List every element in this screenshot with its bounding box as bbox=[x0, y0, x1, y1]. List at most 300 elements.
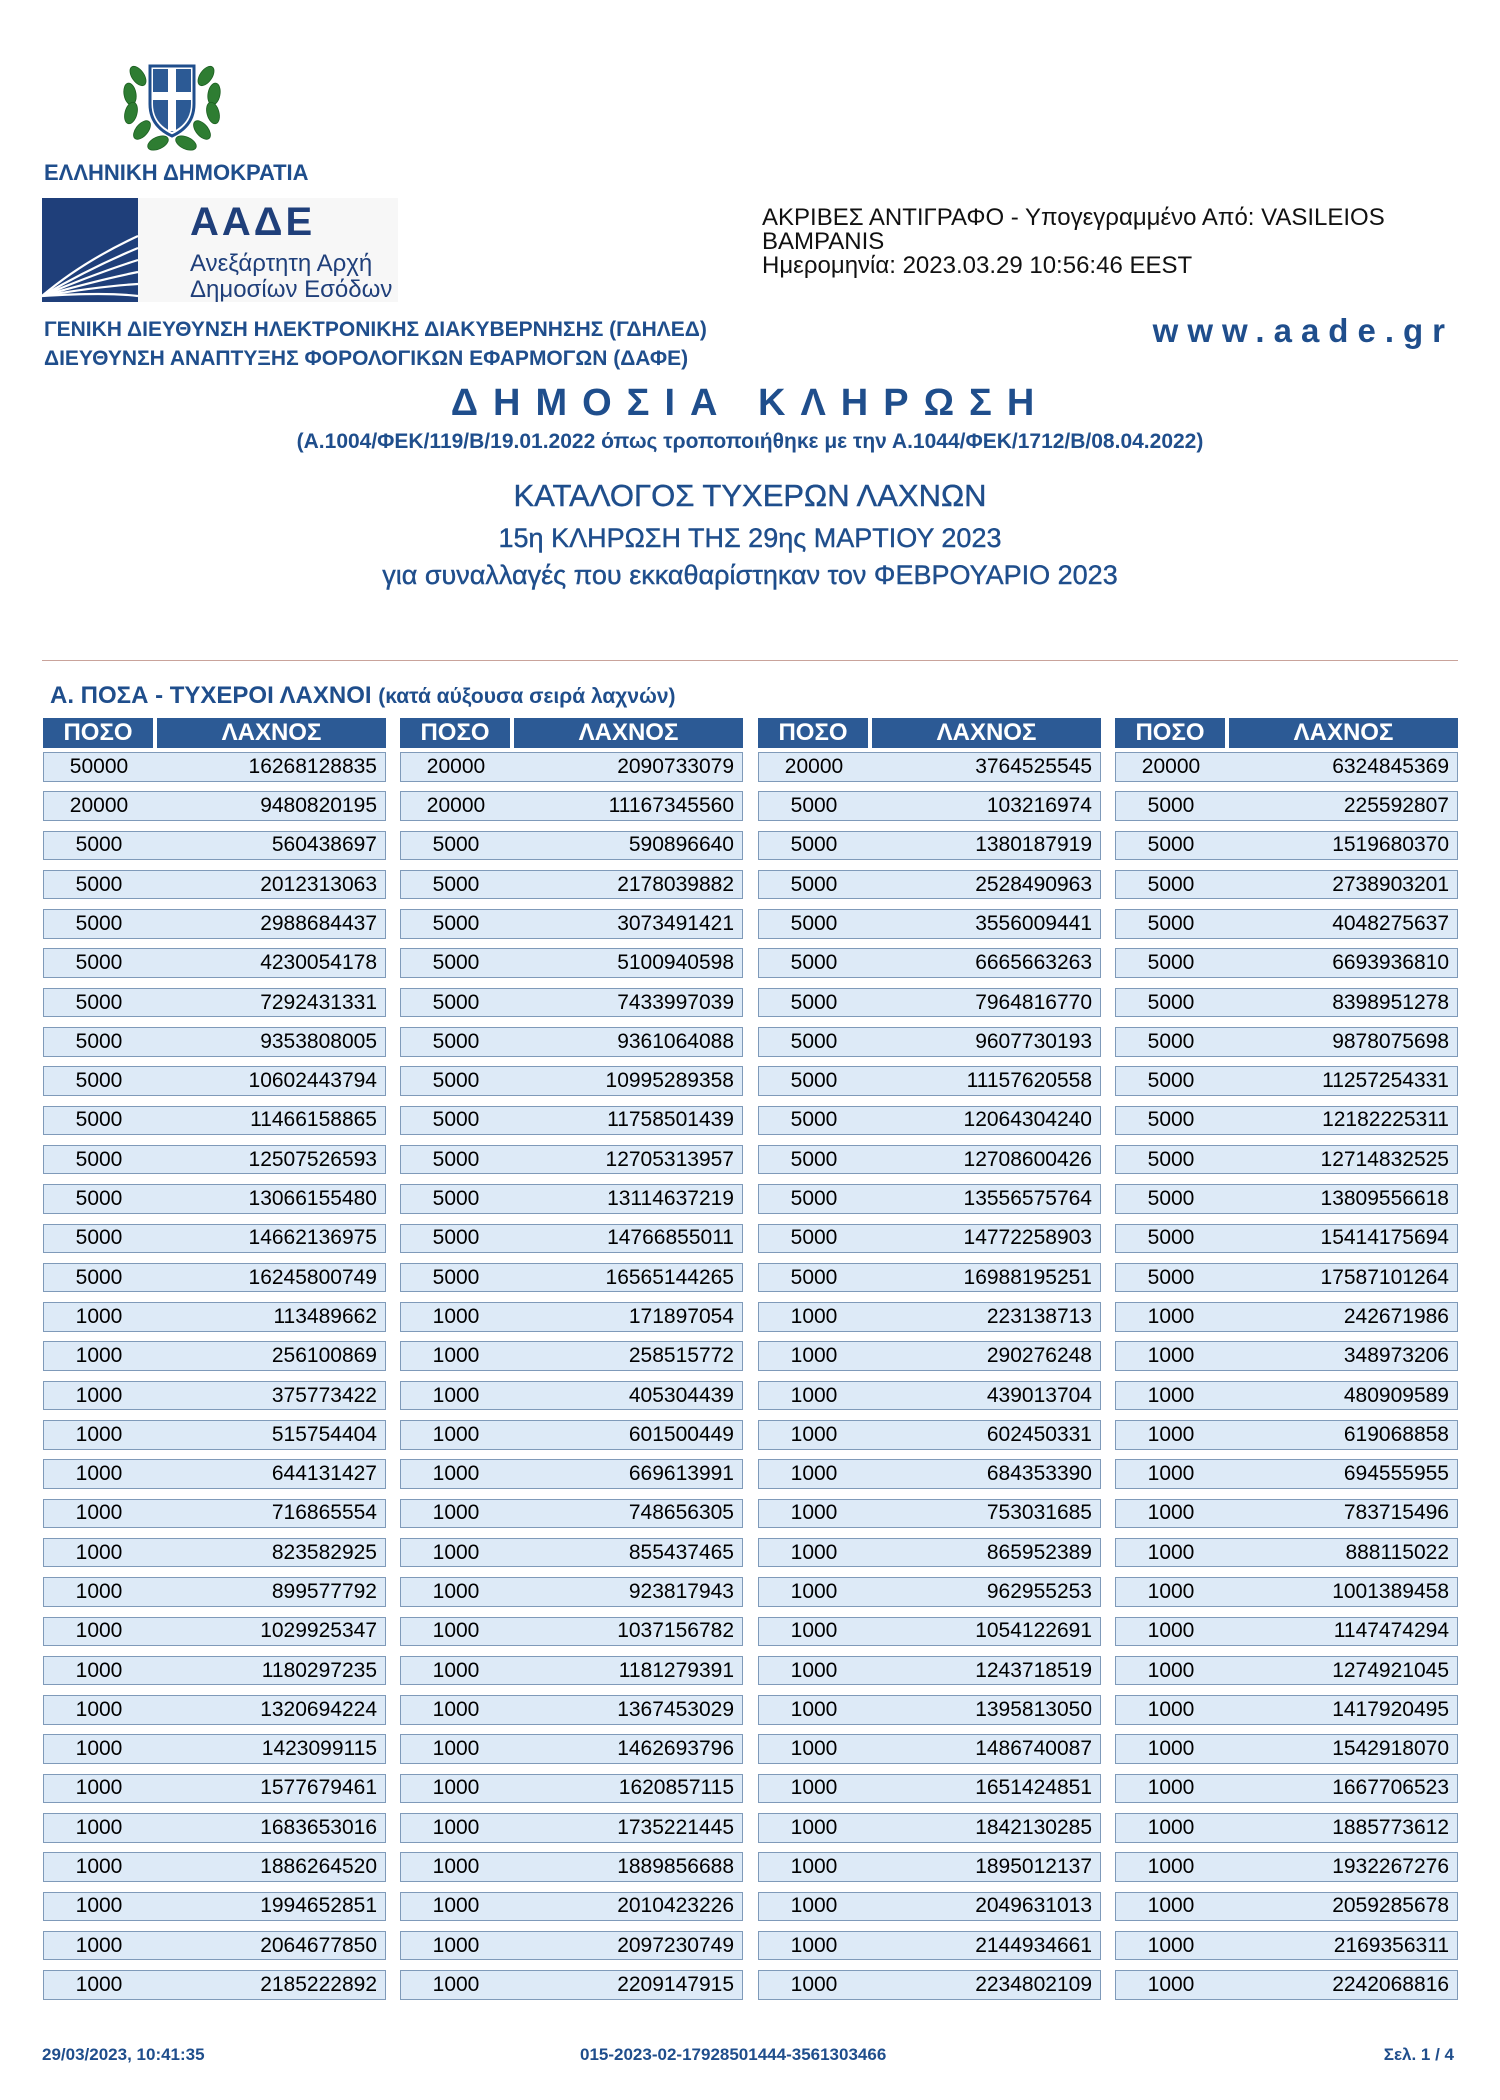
ticket-cell: 1889856688 bbox=[617, 1855, 734, 1879]
table-row bbox=[758, 1538, 1101, 1568]
ticket-cell: 1054122691 bbox=[975, 1619, 1092, 1643]
amount-cell: 5000 bbox=[790, 990, 838, 1014]
ticket-cell: 2097230749 bbox=[617, 1933, 734, 1957]
table-row bbox=[400, 1066, 743, 1096]
table-row bbox=[43, 1617, 386, 1647]
table-row bbox=[1115, 1145, 1458, 1175]
table-row bbox=[758, 1813, 1101, 1843]
amount-cell: 1000 bbox=[790, 1972, 838, 1996]
table-row bbox=[1115, 1263, 1458, 1293]
ticket-cell: 1667706523 bbox=[1332, 1776, 1449, 1800]
table-row bbox=[43, 1459, 386, 1489]
table-row bbox=[1115, 1813, 1458, 1843]
amount-cell: 5000 bbox=[432, 990, 480, 1014]
ticket-cell: 6324845369 bbox=[1332, 754, 1449, 778]
table-row bbox=[400, 1892, 743, 1922]
ticket-cell: 1577679461 bbox=[260, 1776, 377, 1800]
amount-cell: 1000 bbox=[432, 1697, 480, 1721]
ticket-cell: 1243718519 bbox=[975, 1658, 1092, 1682]
amount-cell: 5000 bbox=[432, 911, 480, 935]
section-heading bbox=[50, 682, 676, 710]
amount-cell: 5000 bbox=[75, 833, 123, 857]
ticket-cell: 899577792 bbox=[271, 1579, 377, 1603]
table-row bbox=[43, 870, 386, 900]
amount-cell: 1000 bbox=[1147, 1855, 1195, 1879]
signature-date: Ημερομηνία: 2023.03.29 10:56:46 EEST bbox=[762, 252, 1193, 279]
amount-cell: 1000 bbox=[75, 1972, 123, 1996]
header-amount: ΠΟΣΟ bbox=[400, 718, 510, 748]
ticket-cell: 12182225311 bbox=[1322, 1108, 1449, 1132]
amount-cell: 5000 bbox=[75, 1147, 123, 1171]
aade-logo-line1: Ανεξάρτητη Αρχή bbox=[190, 250, 373, 277]
table-column-group bbox=[400, 718, 743, 2010]
table-row bbox=[400, 1499, 743, 1529]
ticket-cell: 14772258903 bbox=[963, 1226, 1092, 1250]
amount-cell: 1000 bbox=[432, 1737, 480, 1761]
ticket-cell: 8398951278 bbox=[1332, 990, 1449, 1014]
ticket-cell: 1462693796 bbox=[617, 1737, 734, 1761]
table-row bbox=[1115, 1656, 1458, 1686]
table-row bbox=[758, 988, 1101, 1018]
table-row bbox=[43, 1656, 386, 1686]
ticket-cell: 13809556618 bbox=[1320, 1187, 1449, 1211]
ticket-cell: 1651424851 bbox=[975, 1776, 1092, 1800]
table-row bbox=[758, 752, 1101, 782]
ticket-cell: 2059285678 bbox=[1332, 1894, 1449, 1918]
ticket-cell: 2049631013 bbox=[975, 1894, 1092, 1918]
table-row bbox=[43, 1695, 386, 1725]
table-row bbox=[1115, 1577, 1458, 1607]
table-row bbox=[400, 1734, 743, 1764]
amount-cell: 1000 bbox=[790, 1894, 838, 1918]
amount-cell: 1000 bbox=[1147, 1972, 1195, 1996]
table-row bbox=[400, 1774, 743, 1804]
amount-cell: 5000 bbox=[75, 1029, 123, 1053]
table-row bbox=[400, 791, 743, 821]
ticket-cell: 15414175694 bbox=[1320, 1226, 1449, 1250]
amount-cell: 1000 bbox=[432, 1540, 480, 1564]
amount-cell: 1000 bbox=[75, 1501, 123, 1525]
table-header bbox=[758, 718, 1101, 748]
table-row bbox=[1115, 1852, 1458, 1882]
ticket-cell: 1367453029 bbox=[617, 1697, 734, 1721]
ticket-cell: 865952389 bbox=[986, 1540, 1092, 1564]
ticket-cell: 12714832525 bbox=[1320, 1147, 1449, 1171]
amount-cell: 5000 bbox=[432, 1108, 480, 1132]
table-row bbox=[758, 1066, 1101, 1096]
table-row bbox=[43, 1027, 386, 1057]
amount-cell: 1000 bbox=[75, 1697, 123, 1721]
amount-cell: 1000 bbox=[432, 1304, 480, 1328]
amount-cell: 5000 bbox=[1147, 951, 1195, 975]
ticket-cell: 13114637219 bbox=[607, 1187, 734, 1211]
ticket-cell: 103216974 bbox=[986, 794, 1092, 818]
ticket-cell: 348973206 bbox=[1343, 1344, 1449, 1368]
table-row bbox=[400, 870, 743, 900]
amount-cell: 1000 bbox=[1147, 1894, 1195, 1918]
ticket-cell: 9361064088 bbox=[617, 1029, 734, 1053]
table-row bbox=[43, 1145, 386, 1175]
ticket-cell: 1274921045 bbox=[1332, 1658, 1449, 1682]
table-row bbox=[400, 1931, 743, 1961]
table-row bbox=[400, 1970, 743, 2000]
table-row bbox=[758, 1302, 1101, 1332]
amount-cell: 1000 bbox=[432, 1933, 480, 1957]
amount-cell: 1000 bbox=[432, 1383, 480, 1407]
amount-cell: 1000 bbox=[1147, 1344, 1195, 1368]
amount-cell: 1000 bbox=[1147, 1462, 1195, 1486]
header-ticket: ΛΑΧΝΟΣ bbox=[157, 718, 386, 748]
signature-line: ΑΚΡΙΒΕΣ ΑΝΤΙΓΡΑΦΟ - Υπογεγραμμένο Από: VASILEIOS bbox=[762, 204, 1385, 231]
table-row bbox=[400, 1577, 743, 1607]
table-row bbox=[400, 1813, 743, 1843]
ticket-cell: 9353808005 bbox=[260, 1029, 377, 1053]
ticket-cell: 17587101264 bbox=[1320, 1265, 1449, 1289]
ticket-cell: 2178039882 bbox=[617, 872, 734, 896]
table-column-group bbox=[1115, 718, 1458, 2010]
amount-cell: 1000 bbox=[1147, 1579, 1195, 1603]
amount-cell: 1000 bbox=[790, 1579, 838, 1603]
table-row bbox=[1115, 1106, 1458, 1136]
ticket-cell: 7964816770 bbox=[975, 990, 1092, 1014]
table-row bbox=[1115, 1341, 1458, 1371]
table-row bbox=[400, 1341, 743, 1371]
ticket-cell: 16245800749 bbox=[248, 1265, 377, 1289]
ticket-cell: 11758501439 bbox=[607, 1108, 734, 1132]
table-row bbox=[43, 948, 386, 978]
table-row bbox=[1115, 1892, 1458, 1922]
amount-cell: 5000 bbox=[790, 911, 838, 935]
ticket-cell: 14766855011 bbox=[607, 1226, 734, 1250]
amount-cell: 5000 bbox=[75, 951, 123, 975]
amount-cell: 5000 bbox=[75, 1226, 123, 1250]
amount-cell: 5000 bbox=[432, 951, 480, 975]
table-row bbox=[43, 1302, 386, 1332]
amount-cell: 5000 bbox=[790, 951, 838, 975]
ticket-cell: 962955253 bbox=[986, 1579, 1092, 1603]
ticket-cell: 439013704 bbox=[986, 1383, 1092, 1407]
table-rows bbox=[400, 752, 743, 2000]
ticket-cell: 783715496 bbox=[1343, 1501, 1449, 1525]
amount-cell: 1000 bbox=[432, 1894, 480, 1918]
ticket-cell: 375773422 bbox=[271, 1383, 377, 1407]
ticket-cell: 2185222892 bbox=[260, 1972, 377, 1996]
ticket-cell: 2738903201 bbox=[1332, 872, 1449, 896]
decision-reference: (Α.1004/ΦΕΚ/119/Β/19.01.2022 όπως τροποποιήθηκε με την Α.1044/ΦΕΚ/1712/Β/08.04.2022) bbox=[296, 430, 1204, 453]
amount-cell: 5000 bbox=[790, 1069, 838, 1093]
ticket-cell: 11257254331 bbox=[1322, 1069, 1449, 1093]
page-number: Σελ. 1 / 4 bbox=[1383, 2045, 1454, 2064]
ticket-cell: 748656305 bbox=[628, 1501, 734, 1525]
table-row bbox=[43, 1066, 386, 1096]
table-row bbox=[400, 1695, 743, 1725]
amount-cell: 1000 bbox=[790, 1658, 838, 1682]
amount-cell: 20000 bbox=[69, 794, 129, 818]
ticket-cell: 888115022 bbox=[1345, 1540, 1449, 1564]
ticket-cell: 1895012137 bbox=[975, 1855, 1092, 1879]
republic-label: ΕΛΛΗΝΙΚΗ ΔΗΜΟΚΡΑΤΙΑ bbox=[44, 160, 309, 185]
table-row bbox=[758, 1617, 1101, 1647]
table-rows bbox=[758, 752, 1101, 2000]
table-row bbox=[400, 831, 743, 861]
table-row bbox=[400, 1302, 743, 1332]
amount-cell: 1000 bbox=[432, 1422, 480, 1446]
ticket-cell: 480909589 bbox=[1343, 1383, 1449, 1407]
ticket-cell: 6693936810 bbox=[1332, 951, 1449, 975]
table-column-group bbox=[758, 718, 1101, 2010]
amount-cell: 5000 bbox=[1147, 911, 1195, 935]
amount-cell: 5000 bbox=[1147, 794, 1195, 818]
table-row bbox=[758, 791, 1101, 821]
table-row bbox=[1115, 1617, 1458, 1647]
signature-line: BAMPANIS bbox=[762, 228, 885, 255]
table-row bbox=[43, 1813, 386, 1843]
section-heading-note: (κατά αύξουσα σειρά λαχνών) bbox=[378, 685, 676, 708]
ticket-cell: 602450331 bbox=[986, 1422, 1092, 1446]
table-row bbox=[1115, 1381, 1458, 1411]
ticket-cell: 9480820195 bbox=[260, 794, 377, 818]
ticket-cell: 2234802109 bbox=[975, 1972, 1092, 1996]
header-ticket: ΛΑΧΝΟΣ bbox=[514, 718, 743, 748]
ticket-cell: 2209147915 bbox=[617, 1972, 734, 1996]
amount-cell: 5000 bbox=[790, 1029, 838, 1053]
website-label: www.aade.gr bbox=[1152, 312, 1454, 349]
table-row bbox=[43, 1970, 386, 2000]
amount-cell: 50000 bbox=[69, 754, 129, 778]
table-row bbox=[43, 909, 386, 939]
table-header bbox=[400, 718, 743, 748]
amount-cell: 1000 bbox=[432, 1579, 480, 1603]
amount-cell: 5000 bbox=[790, 872, 838, 896]
table-row bbox=[1115, 1459, 1458, 1489]
table-row bbox=[1115, 791, 1458, 821]
amount-cell: 1000 bbox=[1147, 1658, 1195, 1682]
table-header bbox=[43, 718, 386, 748]
coat-of-arms-icon bbox=[120, 48, 224, 156]
ticket-cell: 619068858 bbox=[1343, 1422, 1449, 1446]
ticket-cell: 1886264520 bbox=[260, 1855, 377, 1879]
amount-cell: 5000 bbox=[790, 1187, 838, 1211]
ticket-cell: 601500449 bbox=[628, 1422, 734, 1446]
ticket-cell: 1542918070 bbox=[1332, 1737, 1449, 1761]
ticket-cell: 515754404 bbox=[271, 1422, 377, 1446]
ticket-cell: 2169356311 bbox=[1333, 1933, 1449, 1957]
table-row bbox=[43, 1499, 386, 1529]
ticket-cell: 2010423226 bbox=[617, 1894, 734, 1918]
table-row bbox=[400, 1852, 743, 1882]
table-row bbox=[43, 1420, 386, 1450]
amount-cell: 1000 bbox=[432, 1972, 480, 1996]
ticket-cell: 4230054178 bbox=[260, 951, 377, 975]
ticket-cell: 256100869 bbox=[271, 1344, 377, 1368]
ticket-cell: 1029925347 bbox=[260, 1619, 377, 1643]
amount-cell: 1000 bbox=[75, 1894, 123, 1918]
amount-cell: 5000 bbox=[1147, 1226, 1195, 1250]
table-row bbox=[758, 1263, 1101, 1293]
amount-cell: 5000 bbox=[1147, 872, 1195, 896]
table-row bbox=[1115, 752, 1458, 782]
ticket-cell: 405304439 bbox=[628, 1383, 734, 1407]
table-row bbox=[400, 1459, 743, 1489]
table-row bbox=[1115, 1224, 1458, 1254]
table-row bbox=[1115, 870, 1458, 900]
amount-cell: 1000 bbox=[75, 1855, 123, 1879]
table-row bbox=[1115, 1499, 1458, 1529]
ticket-cell: 1842130285 bbox=[975, 1815, 1092, 1839]
amount-cell: 20000 bbox=[426, 794, 486, 818]
ticket-cell: 16565144265 bbox=[605, 1265, 734, 1289]
table-row bbox=[758, 870, 1101, 900]
page-title: ΔΗΜΟΣΙΑ ΚΛΗΡΩΣΗ bbox=[450, 382, 1050, 424]
table-row bbox=[758, 1577, 1101, 1607]
table-row bbox=[43, 1263, 386, 1293]
amount-cell: 5000 bbox=[75, 1187, 123, 1211]
amount-cell: 1000 bbox=[432, 1501, 480, 1525]
amount-cell: 5000 bbox=[1147, 1108, 1195, 1132]
table-row bbox=[758, 1341, 1101, 1371]
ticket-cell: 684353390 bbox=[986, 1462, 1092, 1486]
ticket-cell: 1683653016 bbox=[260, 1815, 377, 1839]
amount-cell: 1000 bbox=[1147, 1304, 1195, 1328]
table-row bbox=[43, 1381, 386, 1411]
table-header bbox=[1115, 718, 1458, 748]
ticket-cell: 225592807 bbox=[1343, 794, 1449, 818]
ticket-cell: 3764525545 bbox=[975, 754, 1092, 778]
table-row bbox=[1115, 1931, 1458, 1961]
amount-cell: 1000 bbox=[1147, 1933, 1195, 1957]
table-row bbox=[400, 948, 743, 978]
amount-cell: 1000 bbox=[75, 1737, 123, 1761]
amount-cell: 1000 bbox=[432, 1815, 480, 1839]
amount-cell: 20000 bbox=[1141, 754, 1201, 778]
table-row bbox=[43, 988, 386, 1018]
table-row bbox=[758, 1224, 1101, 1254]
table-row bbox=[43, 1931, 386, 1961]
ticket-cell: 923817943 bbox=[628, 1579, 734, 1603]
amount-cell: 1000 bbox=[432, 1776, 480, 1800]
ticket-cell: 2144934661 bbox=[975, 1933, 1092, 1957]
ticket-cell: 3556009441 bbox=[975, 911, 1092, 935]
table-row bbox=[1115, 1066, 1458, 1096]
amount-cell: 5000 bbox=[75, 990, 123, 1014]
amount-cell: 1000 bbox=[1147, 1540, 1195, 1564]
table-row bbox=[1115, 1302, 1458, 1332]
table-row bbox=[43, 1577, 386, 1607]
amount-cell: 1000 bbox=[1147, 1697, 1195, 1721]
ticket-cell: 171897054 bbox=[628, 1304, 734, 1328]
ticket-cell: 11466158865 bbox=[250, 1108, 377, 1132]
ticket-cell: 644131427 bbox=[271, 1462, 377, 1486]
ticket-cell: 6665663263 bbox=[975, 951, 1092, 975]
table-row bbox=[758, 1145, 1101, 1175]
amount-cell: 1000 bbox=[790, 1737, 838, 1761]
ticket-cell: 12705313957 bbox=[605, 1147, 734, 1171]
ticket-cell: 10995289358 bbox=[605, 1069, 734, 1093]
table-row bbox=[43, 1341, 386, 1371]
ticket-cell: 1181279391 bbox=[618, 1658, 734, 1682]
ticket-cell: 1735221445 bbox=[617, 1815, 734, 1839]
ticket-cell: 11157620558 bbox=[966, 1069, 1092, 1093]
table-row bbox=[400, 1538, 743, 1568]
ticket-cell: 1885773612 bbox=[1332, 1815, 1449, 1839]
ticket-cell: 9878075698 bbox=[1332, 1029, 1449, 1053]
ticket-cell: 16268128835 bbox=[248, 754, 377, 778]
ticket-cell: 242671986 bbox=[1343, 1304, 1449, 1328]
table-row bbox=[400, 1184, 743, 1214]
aade-logo-name: ΑΑΔΕ bbox=[190, 200, 316, 244]
table-row bbox=[400, 1145, 743, 1175]
table-row bbox=[758, 948, 1101, 978]
amount-cell: 1000 bbox=[790, 1855, 838, 1879]
table-row bbox=[1115, 1970, 1458, 2000]
ticket-cell: 11167345560 bbox=[608, 794, 734, 818]
amount-cell: 1000 bbox=[75, 1383, 123, 1407]
table-row bbox=[758, 1734, 1101, 1764]
amount-cell: 1000 bbox=[790, 1422, 838, 1446]
ticket-cell: 7292431331 bbox=[260, 990, 377, 1014]
amount-cell: 5000 bbox=[432, 1187, 480, 1211]
ticket-cell: 1417920495 bbox=[1332, 1697, 1449, 1721]
ticket-cell: 669613991 bbox=[628, 1462, 734, 1486]
ticket-cell: 2012313063 bbox=[260, 872, 377, 896]
ticket-cell: 12708600426 bbox=[963, 1147, 1092, 1171]
ticket-cell: 1423099115 bbox=[261, 1737, 377, 1761]
header-amount: ΠΟΣΟ bbox=[1115, 718, 1225, 748]
amount-cell: 20000 bbox=[426, 754, 486, 778]
ticket-cell: 2242068816 bbox=[1332, 1972, 1449, 1996]
table-row bbox=[1115, 1538, 1458, 1568]
ticket-cell: 10602443794 bbox=[248, 1069, 377, 1093]
ticket-cell: 16988195251 bbox=[963, 1265, 1092, 1289]
amount-cell: 5000 bbox=[1147, 1029, 1195, 1053]
ticket-cell: 2064677850 bbox=[260, 1933, 377, 1957]
table-row bbox=[758, 1774, 1101, 1804]
amount-cell: 1000 bbox=[75, 1933, 123, 1957]
table-row bbox=[1115, 1734, 1458, 1764]
amount-cell: 1000 bbox=[432, 1855, 480, 1879]
ticket-cell: 560438697 bbox=[271, 833, 377, 857]
aade-logo-line2: Δημοσίων Εσόδων bbox=[190, 276, 393, 303]
table-row bbox=[43, 752, 386, 782]
table-row bbox=[1115, 1420, 1458, 1450]
amount-cell: 1000 bbox=[75, 1619, 123, 1643]
amount-cell: 1000 bbox=[75, 1776, 123, 1800]
ticket-cell: 14662136975 bbox=[248, 1226, 377, 1250]
table-row bbox=[400, 1420, 743, 1450]
table-row bbox=[1115, 1184, 1458, 1214]
ticket-cell: 590896640 bbox=[628, 833, 734, 857]
amount-cell: 1000 bbox=[790, 1619, 838, 1643]
ticket-cell: 1519680370 bbox=[1332, 833, 1449, 857]
aade-logo bbox=[42, 198, 398, 302]
table-row bbox=[400, 1617, 743, 1647]
amount-cell: 1000 bbox=[1147, 1619, 1195, 1643]
table-rows bbox=[1115, 752, 1458, 2000]
amount-cell: 1000 bbox=[432, 1658, 480, 1682]
ticket-cell: 290276248 bbox=[986, 1344, 1092, 1368]
amount-cell: 1000 bbox=[75, 1540, 123, 1564]
table-row bbox=[758, 1027, 1101, 1057]
amount-cell: 1000 bbox=[75, 1658, 123, 1682]
ticket-cell: 1620857115 bbox=[618, 1776, 734, 1800]
amount-cell: 5000 bbox=[790, 1265, 838, 1289]
amount-cell: 1000 bbox=[75, 1422, 123, 1446]
amount-cell: 1000 bbox=[1147, 1501, 1195, 1525]
table-row bbox=[43, 1734, 386, 1764]
amount-cell: 5000 bbox=[1147, 833, 1195, 857]
amount-cell: 1000 bbox=[790, 1776, 838, 1800]
ticket-cell: 694555955 bbox=[1343, 1462, 1449, 1486]
